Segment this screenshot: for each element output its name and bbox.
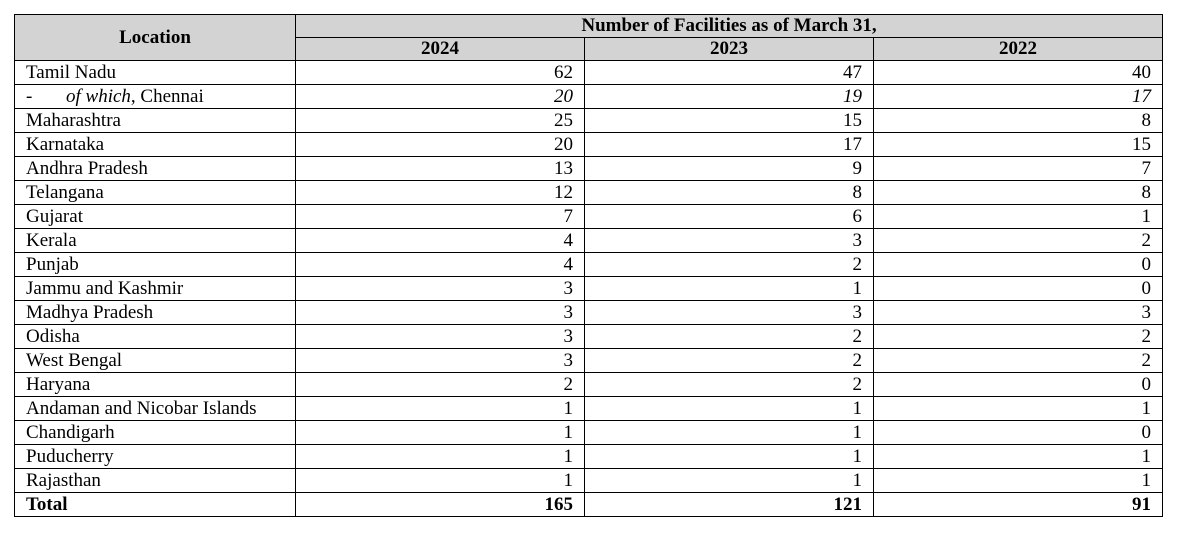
row-value-2022: 1	[874, 445, 1163, 469]
row-value-2024: 7	[296, 205, 585, 229]
row-location: Karnataka	[15, 133, 296, 157]
row-location: Gujarat	[15, 205, 296, 229]
row-location: Andhra Pradesh	[15, 157, 296, 181]
row-value-2023: 3	[585, 301, 874, 325]
row-value-2023: 1	[585, 277, 874, 301]
subrow-value-2023: 19	[585, 85, 874, 109]
row-value-2022: 0	[874, 253, 1163, 277]
row-value-2024: 20	[296, 133, 585, 157]
row-value-2024: 4	[296, 229, 585, 253]
row-location: Punjab	[15, 253, 296, 277]
row-value-2023: 1	[585, 469, 874, 493]
row-value-2024: 1	[296, 469, 585, 493]
row-value-2022: 15	[874, 133, 1163, 157]
table-row	[15, 277, 1163, 301]
row-value-2022: 0	[874, 373, 1163, 397]
table-row	[15, 373, 1163, 397]
subrow-value-2022: 17	[874, 85, 1163, 109]
subrow-dash: -	[26, 86, 33, 107]
location-column-header: Location	[15, 15, 296, 61]
row-value-2024: 3	[296, 349, 585, 373]
facilities-table-container	[14, 14, 1163, 517]
row-value-2022: 40	[874, 61, 1163, 85]
facilities-table	[14, 14, 1163, 517]
row-value-2022: 7	[874, 157, 1163, 181]
table-row	[15, 205, 1163, 229]
row-value-2022: 2	[874, 325, 1163, 349]
table-subrow-chennai	[15, 85, 1163, 109]
row-value-2022: 0	[874, 421, 1163, 445]
row-location: Telangana	[15, 181, 296, 205]
table-row	[15, 181, 1163, 205]
row-value-2024: 25	[296, 109, 585, 133]
row-value-2023: 2	[585, 349, 874, 373]
table-header	[15, 15, 1163, 61]
row-value-2024: 4	[296, 253, 585, 277]
row-value-2023: 47	[585, 61, 874, 85]
table-row	[15, 133, 1163, 157]
row-value-2024: 3	[296, 325, 585, 349]
table-row	[15, 61, 1163, 85]
total-label: Total	[15, 493, 296, 517]
row-value-2023: 2	[585, 253, 874, 277]
row-location: Madhya Pradesh	[15, 301, 296, 325]
facilities-group-header: Number of Facilities as of March 31,	[296, 15, 1163, 38]
row-location: Odisha	[15, 325, 296, 349]
row-value-2023: 6	[585, 205, 874, 229]
row-location: Rajasthan	[15, 469, 296, 493]
row-value-2024: 1	[296, 445, 585, 469]
row-value-2023: 2	[585, 325, 874, 349]
subrow-prefix: of which	[66, 86, 131, 107]
row-value-2023: 15	[585, 109, 874, 133]
row-value-2024: 13	[296, 157, 585, 181]
row-value-2023: 2	[585, 373, 874, 397]
row-value-2024: 1	[296, 397, 585, 421]
row-location: Tamil Nadu	[15, 61, 296, 85]
row-value-2024: 3	[296, 301, 585, 325]
total-value-2024: 165	[296, 493, 585, 517]
row-location: Andaman and Nicobar Islands	[15, 397, 296, 421]
row-value-2024: 3	[296, 277, 585, 301]
row-value-2022: 3	[874, 301, 1163, 325]
year-header-2024: 2024	[296, 38, 585, 61]
row-location: Kerala	[15, 229, 296, 253]
row-value-2024: 2	[296, 373, 585, 397]
table-row	[15, 253, 1163, 277]
row-value-2023: 3	[585, 229, 874, 253]
row-location: Haryana	[15, 373, 296, 397]
row-value-2023: 1	[585, 397, 874, 421]
table-row	[15, 229, 1163, 253]
subrow-value-2024: 20	[296, 85, 585, 109]
row-value-2022: 8	[874, 181, 1163, 205]
row-value-2023: 17	[585, 133, 874, 157]
row-value-2022: 2	[874, 349, 1163, 373]
row-location: Jammu and Kashmir	[15, 277, 296, 301]
table-row	[15, 325, 1163, 349]
row-value-2022: 8	[874, 109, 1163, 133]
table-row	[15, 301, 1163, 325]
table-row	[15, 349, 1163, 373]
row-location: Puducherry	[15, 445, 296, 469]
total-value-2022: 91	[874, 493, 1163, 517]
row-value-2022: 1	[874, 469, 1163, 493]
table-row	[15, 469, 1163, 493]
year-header-2023: 2023	[585, 38, 874, 61]
subrow-location	[15, 85, 296, 109]
row-value-2023: 9	[585, 157, 874, 181]
row-value-2023: 1	[585, 445, 874, 469]
row-location: West Bengal	[15, 349, 296, 373]
subrow-suffix: , Chennai	[130, 86, 204, 107]
table-row	[15, 397, 1163, 421]
table-row	[15, 445, 1163, 469]
table-total-row	[15, 493, 1163, 517]
row-location: Chandigarh	[15, 421, 296, 445]
table-body	[15, 61, 1163, 517]
row-value-2024: 1	[296, 421, 585, 445]
total-value-2023: 121	[585, 493, 874, 517]
row-value-2024: 12	[296, 181, 585, 205]
year-header-2022: 2022	[874, 38, 1163, 61]
row-value-2022: 1	[874, 397, 1163, 421]
row-value-2023: 1	[585, 421, 874, 445]
table-row	[15, 421, 1163, 445]
table-row	[15, 109, 1163, 133]
row-value-2022: 2	[874, 229, 1163, 253]
row-value-2022: 1	[874, 205, 1163, 229]
row-value-2023: 8	[585, 181, 874, 205]
row-value-2022: 0	[874, 277, 1163, 301]
row-location: Maharashtra	[15, 109, 296, 133]
table-row	[15, 157, 1163, 181]
row-value-2024: 62	[296, 61, 585, 85]
